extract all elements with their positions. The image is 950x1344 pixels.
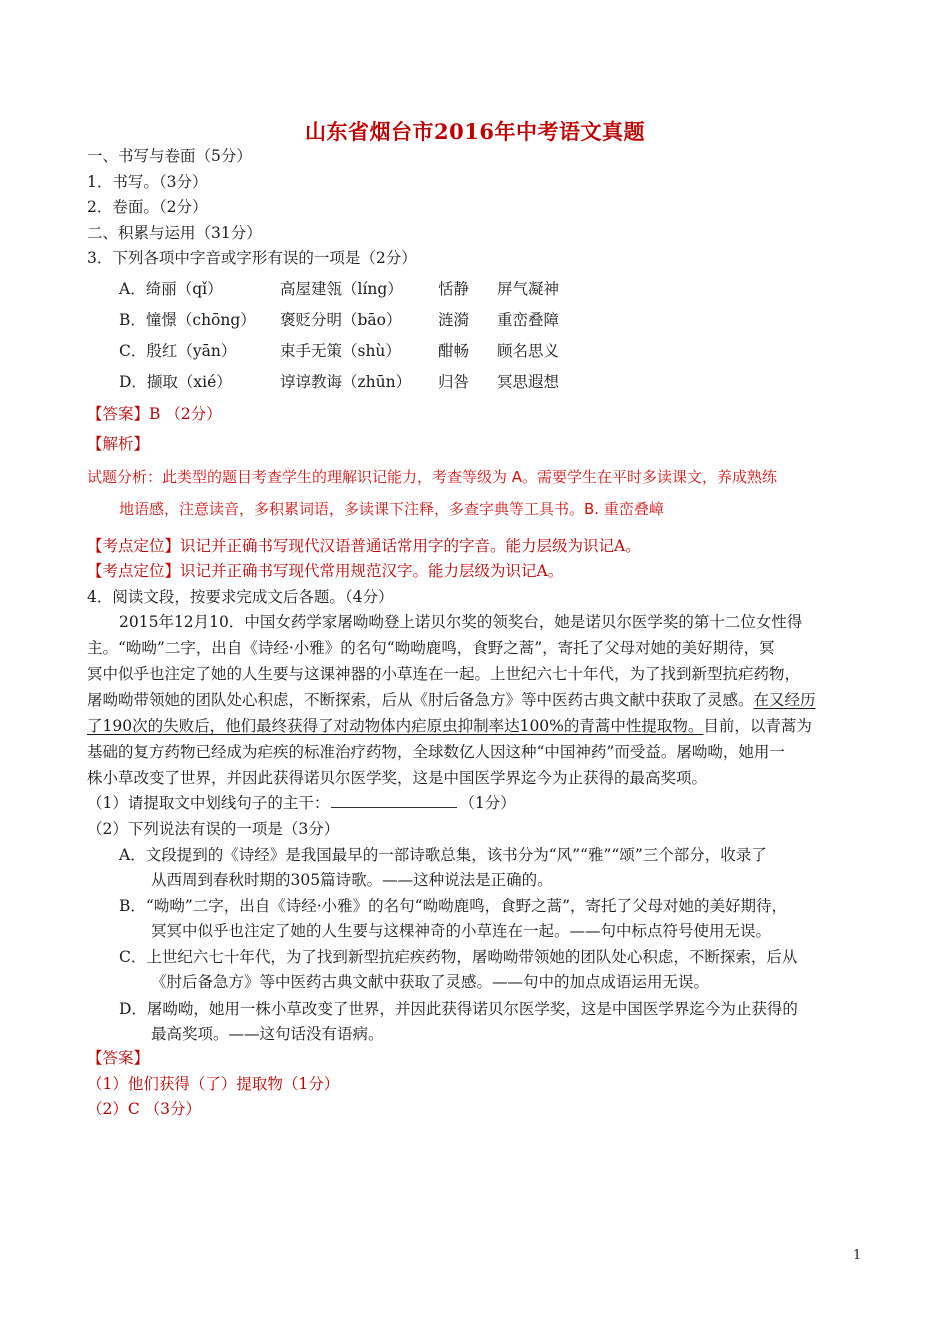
q3-analysis-label: 【解析】 [87, 435, 150, 453]
q4-answer-label: 【答案】 [87, 1049, 150, 1067]
q4-passage-line-5: 了190次的失败后，他们最终获得了对动物体内疟原虫抑制率达100%的青蒿中性提取物。目前，以青蒿为 [87, 717, 812, 735]
question-3-stem: 3．下列各项中字音或字形有误的一项是（2分） [87, 249, 417, 267]
q4-subquestion-2: （2）下列说法有误的一项是（3分） [87, 820, 340, 838]
q4-option-b-line-2: 冥冥中似乎也注定了她的人生要与这棵神奇的小草连在一起。——句中标点符号使用无误。 [151, 922, 772, 940]
answer-blank [331, 793, 457, 808]
page-title: 山东省烟台市2016年中考语文真题 [305, 119, 645, 144]
section-2-heading: 二、积累与运用（31分） [87, 224, 262, 242]
q3-answer: 【答案】B （2分） [87, 405, 222, 423]
q4-passage-line-3: 冥中似乎也注定了她的人生要与这课神器的小草连在一起。上世纪六七十年代，为了找到新型抗疟药物， [87, 665, 801, 683]
document-page: 山东省烟台市2016年中考语文真题 一、书写与卷面（5分） 1．书写。（3分） 2．卷面。（2分） 二、积累与运用（31分） 3．下列各项中字音或字形有误的一项是（2分） A．绮丽（qǐ） 高屋建瓴（líng） 恬静 屏气凝神 B．憧憬（chōng） 褒贬分明（bāo） 涟漪 重峦叠障 C．殷红（yān） 束手无策（shù） 酣畅 顾名思义 D．撷取（xié） 谆谆教诲（zhūn） 归咎 冥思遐想 【答案】B （2分） 【解析】 试题分析：此类型的题目考查学生的理解识记能力，考查等级为 A。需要学生在平时多读课文，养成熟练 地语感，注意读音，多积累词语，多读课下注释，多查字典等工具书。B. 重峦叠嶂 【考点定位】识记并正确书写现代汉语普通话常用字的字音。能力层级为识记A。 【考点定位】识记并正确书写现代常用规范汉字。能力层级为识记A。 4．阅读文段，按要求完成文后各题。（4分） 2015年12月10．中国女药学家屠呦呦登上诺贝尔奖的领奖台，她是诺贝尔医学奖的第十二位女性得 主。“呦呦”二字，出自《诗经·小雅》的名句“呦呦鹿鸣，食野之蒿”，寄托了父母对她的美好期待，冥 冥中似乎也注定了她的人生要与这课神器的小草连在一起。上世纪六七十年代，为了找到新型抗疟药物， 屠呦呦带领她的团队处心积虑，不断探索，后从《肘后备急方》等中医药古典文献中获取了灵感。在又经历 了190次的失败后，他们最终获得了对动物体内疟原虫抑制率达100%的青蒿中性提取物。目前，以青蒿为 基础的复方药物已经成为疟疾的标准治疗药物，全球数亿人因这种“中国神药”而受益。屠呦呦，她用一 株小草改变了世界，并因此获得诺贝尔医学奖，这是中国医学界迄今为止获得的最高奖项。 （1）请提取文中划线句子的主干： （1分） （2）下列说法有误的一项是（3分） A．文段提到的《诗经》是我国最早的一部诗歌总集，该书分为“风”“雅”“颂”三个部分，收录了 从西周到春秋时期的305篇诗歌。——这种说法是正确的。 B．“呦呦”二字，出自《诗经·小雅》的名句“呦呦鹿鸣，食野之蒿”，寄托了父母对她的美好期待， 冥冥中似乎也注定了她的人生要与这棵神奇的小草连在一起。——句中标点符号使用无误。 C．上世纪六七十年代，为了找到新型抗疟疾药物，屠呦呦带领她的团队处心积虑，不断探索，后从 《肘后备急方》等中医药古典文献中获取了灵感。——句中的加点成语运用无误。 D．屠呦呦，她用一株小草改变了世界，并因此获得诺贝尔医学奖，这是中国医学界迄今为止获得的 最高奖项。——这句话没有语病。 【答案】 （1）他们获得（了）提取物（1分） （2）C （3分） 1 [0, 0, 950, 1344]
q4-option-b-line-1: B．“呦呦”二字，出自《诗经·小雅》的名句“呦呦鹿鸣，食野之蒿”，寄托了父母对她的美好期待， [119, 897, 788, 915]
question-4-stem: 4．阅读文段，按要求完成文后各题。（4分） [87, 588, 394, 606]
q4-subquestion-1: （1）请提取文中划线句子的主干： （1分） [87, 794, 516, 812]
q4-answer-1: （1）他们获得（了）提取物（1分） [87, 1075, 340, 1093]
underlined-sentence: 了190次的失败后，他们最终获得了对动物体内疟原虫抑制率达100%的青蒿中性提取物。 [87, 717, 704, 735]
section-1-heading: 一、书写与卷面（5分） [87, 147, 252, 165]
q4-answer-2: （2）C （3分） [87, 1100, 202, 1118]
q4-passage-line-4: 屠呦呦带领她的团队处心积虑，不断探索，后从《肘后备急方》等中医药古典文献中获取了灵感。在又经历 [87, 691, 816, 709]
q4-passage-line-2: 主。“呦呦”二字，出自《诗经·小雅》的名句“呦呦鹿鸣，食野之蒿”，寄托了父母对她的美好期待，冥 [87, 639, 775, 657]
underlined-sentence: 在又经历 [753, 691, 816, 709]
q4-option-c-line-2: 《肘后备急方》等中医药古典文献中获取了灵感。——句中的加点成语运用无误。 [151, 973, 710, 991]
page-number: 1 [853, 1248, 862, 1263]
q4-option-d-line-2: 最高奖项。——这句话没有语病。 [151, 1025, 384, 1043]
q4-option-c-line-1: C．上世纪六七十年代，为了找到新型抗疟疾药物，屠呦呦带领她的团队处心积虑，不断探索，后从 [119, 948, 798, 966]
q3-key-point-1: 【考点定位】识记并正确书写现代汉语普通话常用字的字音。能力层级为识记A。 [87, 537, 641, 555]
q3-analysis-line-1: 试题分析：此类型的题目考查学生的理解识记能力，考查等级为 A。需要学生在平时多读课文，养成熟练 [87, 468, 778, 486]
q3-key-point-2: 【考点定位】识记并正确书写现代常用规范汉字。能力层级为识记A。 [87, 562, 564, 580]
q4-option-a-line-2: 从西周到春秋时期的305篇诗歌。——这种说法是正确的。 [151, 871, 553, 889]
q3-analysis-line-2: 地语感，注意读音，多积累词语，多读课下注释，多查字典等工具书。B. 重峦叠嶂 [119, 500, 664, 518]
q4-option-a-line-1: A．文段提到的《诗经》是我国最早的一部诗歌总集，该书分为“风”“雅”“颂”三个部分，收录了 [119, 846, 767, 864]
q4-passage-line-1: 2015年12月10．中国女药学家屠呦呦登上诺贝尔奖的领奖台，她是诺贝尔医学奖的第十二位女性得 [119, 613, 803, 631]
q4-passage-line-7: 株小草改变了世界，并因此获得诺贝尔医学奖，这是中国医学界迄今为止获得的最高奖项。 [87, 769, 708, 787]
question-1: 1．书写。（3分） [87, 173, 208, 191]
question-2: 2．卷面。（2分） [87, 198, 208, 216]
q4-passage-line-6: 基础的复方药物已经成为疟疾的标准治疗药物，全球数亿人因这种“中国神药”而受益。屠呦呦，她用一 [87, 743, 785, 761]
q4-option-d-line-1: D．屠呦呦，她用一株小草改变了世界，并因此获得诺贝尔医学奖，这是中国医学界迄今为止获得的 [119, 1000, 798, 1018]
